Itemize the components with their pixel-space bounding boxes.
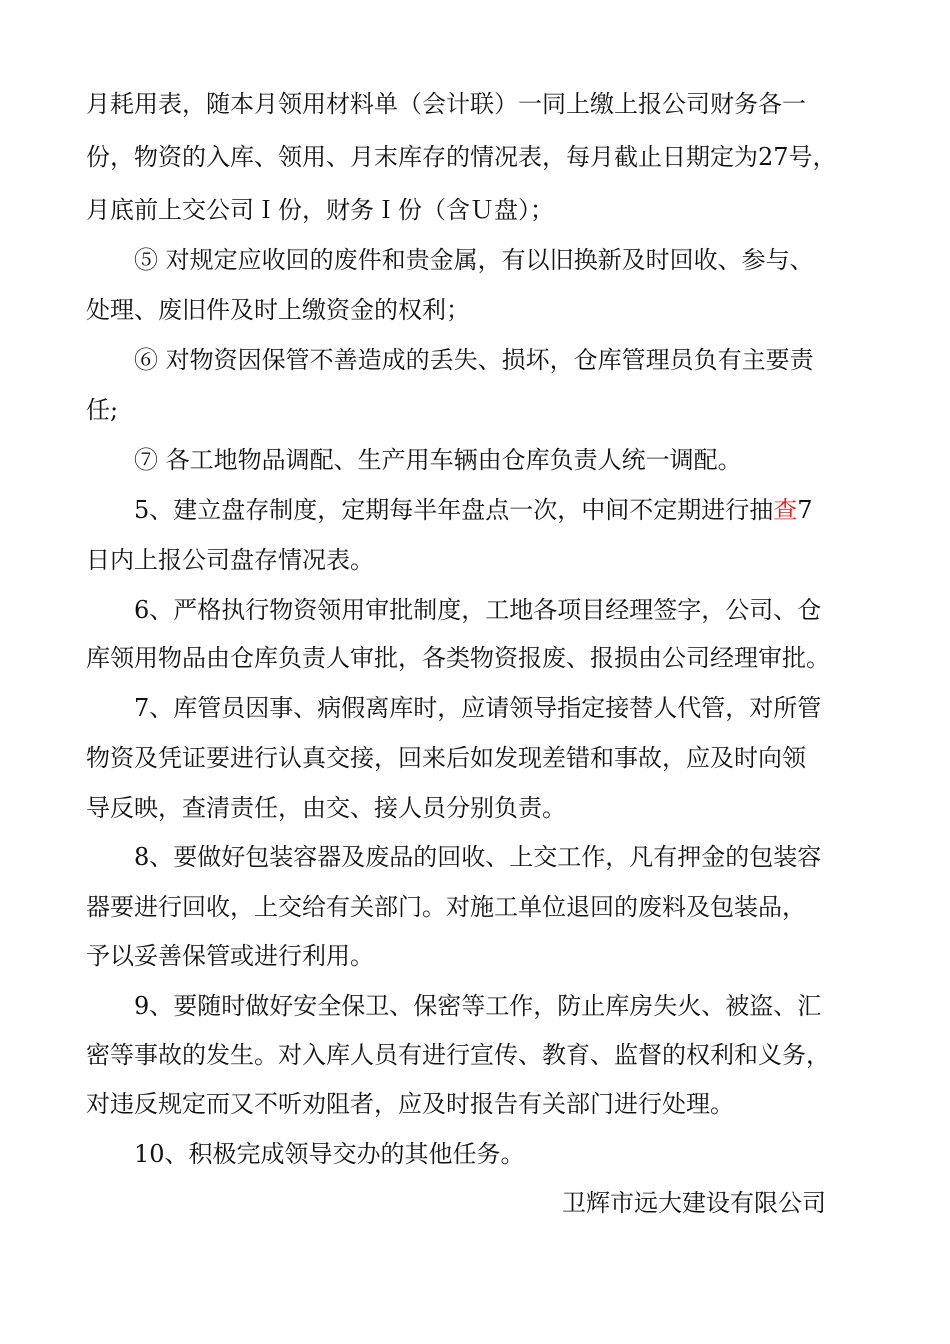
text-line bbox=[0, 84, 950, 124]
text-line bbox=[0, 1035, 950, 1075]
line-text: 10、积极完成领导交办的其他任务。 bbox=[134, 1140, 525, 1168]
line-text: 月耗用表，随本月领用材料单（会计联）一同上缴上报公司财务各一 bbox=[86, 90, 806, 118]
text-line bbox=[0, 590, 950, 630]
line-text: ⑥ 对物资因保管不善造成的丢失、损坏，仓库管理员负有主要责 bbox=[134, 346, 814, 374]
text-line bbox=[0, 290, 950, 330]
line-text: 导反映，查清责任，由交、接人员分别负责。 bbox=[86, 794, 566, 822]
line-text: ⑤ 对规定应收回的废件和贵金属，有以旧换新及时回收、参与、 bbox=[134, 246, 814, 274]
highlighted-text: 查 bbox=[773, 496, 798, 524]
text-line bbox=[0, 638, 950, 678]
text-line bbox=[0, 936, 950, 976]
line-text: ⑦ 各工地物品调配、生产用车辆由仓库负责人统一调配。 bbox=[134, 446, 742, 474]
line-text: 5、建立盘存制度，定期每半年盘点一次，中间不定期进行抽 bbox=[134, 496, 774, 524]
text-line bbox=[0, 137, 950, 177]
text-line bbox=[0, 688, 950, 728]
text-line bbox=[0, 788, 950, 828]
text-line bbox=[0, 190, 950, 230]
line-text: 9、要随时做好安全保卫、保密等工作，防止库房失火、被盗、汇 bbox=[134, 992, 822, 1020]
text-line bbox=[0, 540, 950, 580]
line-text: 日内上报公司盘存情况表。 bbox=[86, 546, 374, 574]
text-line bbox=[0, 738, 950, 778]
text-line bbox=[0, 986, 950, 1026]
line-text: 库领用物品由仓库负责人审批，各类物资报废、报损由公司经理审批。 bbox=[86, 644, 830, 672]
line-text: 处理、废旧件及时上缴资金的权利； bbox=[86, 296, 470, 324]
line-text: 予以妥善保管或进行利用。 bbox=[86, 942, 374, 970]
company-signature: 卫辉市远大建设有限公司 bbox=[562, 1189, 826, 1217]
line-text: 器要进行回收，上交给有关部门。对施工单位退回的废料及包装品， bbox=[86, 893, 806, 921]
line-text: 任; bbox=[86, 396, 119, 424]
text-line bbox=[0, 440, 950, 480]
line-text: 份，物资的入库、领用、月末库存的情况表，每月截止日期定为27号， bbox=[86, 143, 837, 171]
line-text: 7 bbox=[797, 496, 813, 524]
line-text: 7、库管员因事、病假离库时，应请领导指定接替人代管，对所管 bbox=[134, 694, 822, 722]
text-line bbox=[0, 837, 950, 877]
line-text: 密等事故的发生。对入库人员有进行宣传、教育、监督的权利和义务， bbox=[86, 1041, 830, 1069]
text-line bbox=[0, 490, 950, 530]
text-line bbox=[0, 887, 950, 927]
text-line bbox=[0, 1084, 950, 1124]
line-text: 6、严格执行物资领用审批制度，工地各项目经理签字，公司、仓 bbox=[134, 596, 822, 624]
line-text: 月底前上交公司Ｉ份，财务Ｉ份（含Ｕ盘）； bbox=[86, 196, 554, 224]
line-text: 物资及凭证要进行认真交接，回来后如发现差错和事故，应及时向领 bbox=[86, 744, 806, 772]
text-line bbox=[0, 340, 950, 380]
line-text: 8、要做好包装容器及废品的回收、上交工作，凡有押金的包装容 bbox=[134, 843, 822, 871]
text-line bbox=[0, 1134, 950, 1174]
text-line bbox=[0, 240, 950, 280]
text-line bbox=[0, 390, 950, 430]
line-text: 对违反规定而又不听劝阻者，应及时报告有关部门进行处理。 bbox=[86, 1090, 734, 1118]
